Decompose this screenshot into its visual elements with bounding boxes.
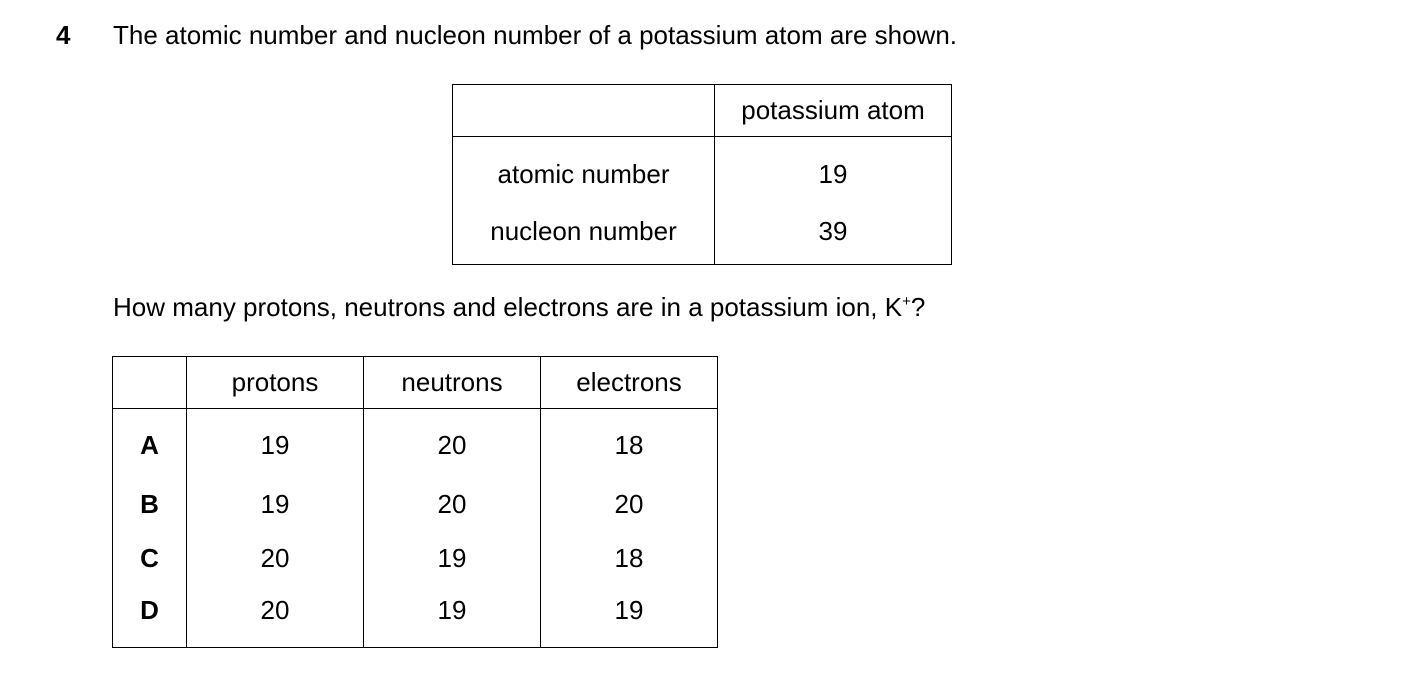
data-table-header-potassium-atom: potassium atom — [715, 85, 952, 137]
option-neutrons: 20 — [364, 477, 541, 531]
ion-charge-superscript: + — [902, 293, 911, 310]
potassium-data-table — [452, 84, 952, 265]
options-header-electrons: electrons — [541, 357, 718, 409]
question-prompt-text: How many protons, neutrons and electrons are in a potassium ion, K — [113, 292, 903, 322]
question-prompt — [113, 292, 925, 322]
options-header-neutrons: neutrons — [364, 357, 541, 409]
question-number: 4 — [56, 20, 71, 50]
options-header-row — [113, 357, 718, 409]
options-header-blank — [113, 357, 187, 409]
data-table-row — [453, 137, 952, 211]
option-electrons: 19 — [541, 585, 718, 648]
option-protons: 20 — [187, 585, 364, 648]
data-table-value: 39 — [715, 210, 952, 265]
option-electrons: 20 — [541, 477, 718, 531]
data-table-value: 19 — [715, 137, 952, 211]
option-row-a[interactable] — [113, 409, 718, 478]
option-neutrons: 19 — [364, 531, 541, 585]
question-prompt-end: ? — [910, 292, 926, 322]
option-electrons: 18 — [541, 409, 718, 478]
option-protons: 20 — [187, 531, 364, 585]
option-row-c[interactable] — [113, 531, 718, 585]
option-protons: 19 — [187, 477, 364, 531]
option-row-b[interactable] — [113, 477, 718, 531]
data-table-label: atomic number — [453, 137, 715, 211]
option-letter: D — [113, 585, 187, 648]
data-table-header-row — [453, 85, 952, 137]
option-letter: A — [113, 409, 187, 478]
data-table-label: nucleon number — [453, 210, 715, 265]
data-table-row — [453, 210, 952, 265]
answer-options-table — [112, 356, 718, 648]
option-letter: B — [113, 477, 187, 531]
data-table-header-blank — [453, 85, 715, 137]
option-protons: 19 — [187, 409, 364, 478]
option-electrons: 18 — [541, 531, 718, 585]
options-header-protons: protons — [187, 357, 364, 409]
question-stem: The atomic number and nucleon number of a potassium atom are shown. — [113, 20, 958, 50]
option-neutrons: 20 — [364, 409, 541, 478]
option-letter: C — [113, 531, 187, 585]
option-row-d[interactable] — [113, 585, 718, 648]
option-neutrons: 19 — [364, 585, 541, 648]
